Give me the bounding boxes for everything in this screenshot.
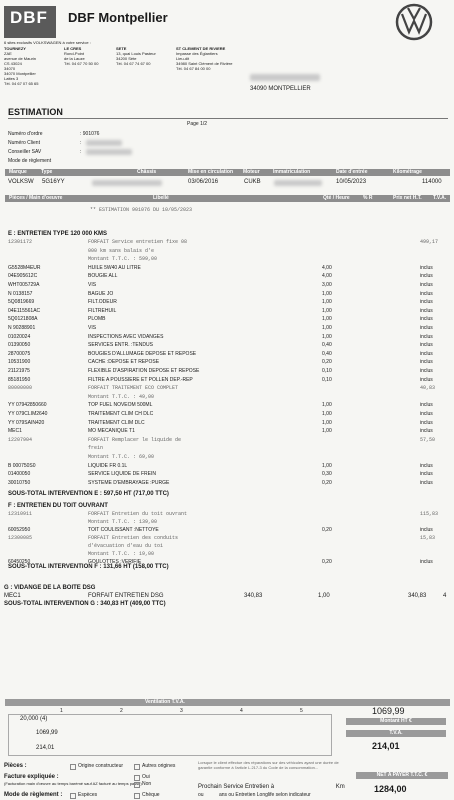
line-ref: 10531900	[8, 359, 31, 366]
origine-constructeur-label: Origine constructeur	[78, 763, 124, 769]
section-g-subtotal: SOUS-TOTAL INTERVENTION G : 340,83 HT (409,00 TTC)	[4, 601, 166, 607]
non-label: Non	[142, 781, 152, 787]
line-amount: 57,50	[420, 436, 436, 443]
line-ref: 30010750	[8, 479, 31, 486]
line-ref: B 000750S0	[8, 462, 36, 469]
line-label: PLOMB	[88, 316, 106, 323]
net-payer-value: 1284,00	[374, 784, 407, 794]
advisor-value: :	[80, 149, 82, 155]
non-checkbox[interactable]	[134, 782, 140, 788]
especes-checkbox[interactable]	[70, 793, 76, 799]
client-number-redacted	[86, 140, 122, 146]
line-amount: inclus	[420, 428, 433, 435]
line-amount: inclus	[420, 350, 433, 357]
line-label: VIS	[88, 325, 97, 331]
line-amount: inclus	[420, 307, 433, 314]
line-label: FILTRE A POUSSIERE ET POLLEN DEP.-REP	[88, 376, 193, 383]
line-label: FORFAIT TRAITEMENT ECO COMPLET	[88, 385, 179, 392]
line-ref: 5Q0819669	[8, 299, 35, 306]
line-label: VIS	[88, 282, 97, 288]
section-e-subtotal: SOUS-TOTAL INTERVENTION E : 597,50 HT (717,00 TTC)	[8, 491, 169, 497]
line-amount: inclus	[420, 376, 433, 383]
prochain-ou: ou ans ou Entretien Longlife selon indicateur	[198, 792, 311, 798]
tva-amount: 214,01	[36, 745, 55, 751]
line-label: BOUGIE ALL	[88, 273, 118, 280]
line-amount: inclus	[420, 471, 433, 478]
tva-total: 214,01	[372, 741, 400, 751]
line-qty: 1,00	[322, 316, 332, 323]
pieces-label: Pièces :	[4, 763, 27, 769]
line-amount: inclus	[420, 333, 433, 340]
line-ref: N 0138157	[8, 290, 33, 297]
line-qty: 1,00	[322, 325, 332, 331]
line-label: TRAITEMENT CLIM CH DLC	[88, 411, 154, 417]
line-label: GOULOTTES :VERIFIE	[88, 559, 142, 565]
site-st-clement: ST CLEMENT DE RIVIERE Impasse des Églantiers Lieu-dit 34980 Saint Clément de Rivière Tél. 04 67 84 00 00	[176, 46, 233, 71]
line-ref: 12300085	[8, 535, 33, 541]
line-qty: 0,40	[322, 342, 332, 349]
line-qty: 0,10	[322, 368, 332, 374]
line-label: SERVICE LIQUIDE DE FREIN	[88, 471, 156, 478]
line-qty: 0,20	[322, 359, 332, 366]
line-amount: inclus	[420, 411, 433, 417]
tagline: 6 sites exclusifs VOLKSWAGEN à votre service :	[4, 40, 91, 45]
line-label: Montant T.T.C. : 49,00	[88, 393, 155, 400]
doc-title: ESTIMATION	[8, 107, 63, 117]
line-qty: 1,00	[322, 411, 332, 417]
volkswagen-logo-icon	[394, 2, 434, 42]
tva-rate: 20,000 (4)	[20, 716, 48, 722]
section-f-title: F : ENTRETIEN DU TOIT OUVRANT	[8, 503, 108, 509]
line-label: Montant T.T.C. : 19,00	[88, 551, 155, 557]
line-amount: inclus	[420, 479, 433, 486]
line-label: HUILE 5W40 AU LITRE	[88, 264, 141, 271]
facture-sub: (Facturation main d'œuvre au temps barèmé sauf AZ facturé au temps passé)	[4, 781, 142, 786]
line-qty: 1,00	[322, 419, 332, 426]
line-label: BAGUE JO	[88, 290, 114, 297]
line-amount: inclus	[420, 419, 433, 426]
line-amount: 15,83	[420, 535, 436, 541]
section-g-title: G : VIDANGE DE LA BOITE DSG	[4, 585, 96, 591]
line-ref: 04E905612C	[8, 273, 38, 280]
client-number-label: Numéro Client	[8, 140, 40, 146]
line-qty: 4,00	[322, 273, 332, 280]
total-ht-label: Montant HT €	[346, 718, 446, 725]
line-qty: 0,20	[322, 559, 332, 565]
line-amount: inclus	[420, 359, 433, 366]
cheque-checkbox[interactable]	[134, 793, 140, 799]
line-qty: 0,20	[322, 479, 332, 486]
origine-constructeur-checkbox[interactable]	[70, 764, 76, 770]
advisor-redacted	[86, 149, 132, 155]
line-amount: 115,83	[420, 511, 439, 517]
cheque-label: Chèque	[142, 792, 160, 798]
line-amount: 40,83	[420, 385, 436, 392]
line-ref: 01400050	[8, 471, 31, 478]
tva-grid	[8, 714, 332, 756]
line-label: 000 km sans balais d'e	[88, 247, 155, 254]
estimate-line: ** ESTIMATION 901076 DU 10/05/2023	[90, 207, 193, 213]
line-label: SERVICES ENTR. :TENDUS	[88, 342, 153, 349]
line-amount: inclus	[420, 462, 433, 469]
title-divider	[8, 118, 448, 119]
line-amount: inclus	[420, 402, 433, 409]
net-payer-label: NET A PAYER T.T.C. €	[356, 772, 448, 779]
estimate-document: DBF DBF Montpellier 6 sites exclusifs VOLKSWAGEN à votre service : TOURNEZY ZAE avenue de Maurin CS 43024 34070 34070 Montpellier Lattes 3 Tél. 04 67 07 65 65 LE CRES Rond-Point de la Lauze Tél. 04 67 70 50 00 SETE 13, quai Louis Pasteur 34200 Sète Tél. 04 67 74 67 00 ST CLEMENT DE RIVIERE Impasse des Églantiers Lieu-dit 34980 Saint Clément de Rivière Tél. 04 67 84 00 00 34090 MONTPELLIER ESTIMATION Page 1/2 Numéro d'ordre : 901076 Numéro Client : Conseiller SAV : Mode de règlement Marque Type Châssis Mise en circulation Moteur Immatriculation Date d'entrée Kilométrage VOLKSW 5G16YY 03/06/2016 CUKB 10/05/2023 114000 Pièces / Main d'oeuvre Libellé Qté / Heure % R Prix net H.T. T.V.A. ** ESTIMATION 901076 DU 10/05/2023 E : ENTRETIEN TYPE 120 000 KMS 12301172 FORFAIT Service entretien fixe 08 499,17 000 km sans balais d'e Montant T.T.C. : 599,00 G5528M4EUR HUILE 5W40 AU LITRE 4,00 inclus 04E905612C BOUGIE ALL 4,00 inclus WHT005729A VIS 3,00 inclus N 0138157 BAGUE JO 1,00 inclus 5Q0819669 FILT.ODEUR 1,00 inclus 04E115561AC FILTREHUIL 1,00 inclus 5Q0121808A PLOMB 1,00 inclus N 90288901 VIS 1,00 inclus 01020024 INSPECTIONS AVEC VIDANGES 1,00 inclus 01390050 SERVICES ENTR. :TENDUS 0,40 inclus 28700075 BOUGIES D'ALLUMAGE DEPOSE ET REPOSE 0,40 inclus 10531900 CACHE :DEPOSE ET REPOSE 0,20 inclus 21121975 FLEXIBLE D'ASPIRATION DEPOSE ET REPOSE 0,10 inclus 85181950 FILTRE A POUSSIERE ET POLLEN DEP.-REP 0,10 inclus 80000000 FORFAIT TRAITEMENT ECO COMPLET 40,83 Montant T.T.C. : 49,00 YY 07942850660 TOP FUEL NOVEOM 500ML 1,00 inclus YY 079CLIM2640 TRAITEMENT CLIM CH DLC 1,00 inclus YY 079SAIN420 TRAITEMENT CLIM DLC 1,00 inclus MEC1 MO MECANIQUE T1 1,00 inclus 12207904 FORFAIT Remplacer le liquide de 57,50 frein Montant T.T.C. : 69,00 B 000750S0 LIQUIDE FR 0.1L 1,00 inclus 01400050 SERVICE LIQUIDE DE FREIN 0,30 inclus 30010750 SYSTEME D'EMBRAYAGE :PURGE 0,20 inclus SOUS-TOTAL INTERVENTION E : 597,50 HT (717,00 TTC) F : ENTRETIEN DU TOIT OUVRANT 12310911 FORFAIT Entretien du toit ouvrant 115,83 Montant T.T.C. : 139,00 60052950 TOIT COULISSANT :NETTOYE 0,20 inclus 12300085 FORFAIT Entretien des conduits 15,83 d'évacuation d'eau du toi Montant T.T.C. : 19,00 60450250 GOULOTTES :VERIFIE 0,20 inclus SOUS-TOTAL INTERVENTION F : 131,66 HT (158,00 TTC) G : VIDANGE DE LA BOITE DSG MEC1 FORFAIT ENTRETIEN DSG 340,83 1,00 340,83 4 SOUS-TOTAL INTERVENTION G : 340,83 HT (409,00 TTC) Ventilation T.V.A. 1 2 3 4 5 20,000 (4) 1069,99 214,01 1069,99 Montant HT € T.V.A. 214,01 Pièces : Origine constructeur Autres origines Facture expliquée : (Facturation main d'œuvre au temps barèmé sauf AZ facturé au temps passé) Oui Non Mode de règlement : Espèces Chèque Lorsque le client effectue des réparations sur des véhicules ayant une durée de garantie conforme à l'article L.217-3 du Code de la consommation... Prochain Service Entretien à Km ou ans ou Entretien Longlife selon indicateur NET A PAYER T.T.C. € 1284,00	[0, 0, 454, 800]
line-ref: 21121975	[8, 368, 30, 374]
line-qty: 1,00	[322, 402, 332, 409]
section-f-subtotal: SOUS-TOTAL INTERVENTION F : 131,66 HT (158,00 TTC)	[8, 564, 169, 570]
line-qty: 0,10	[322, 376, 332, 383]
line-label: INSPECTIONS AVEC VIDANGES	[88, 333, 164, 340]
line-label: MO MECANIQUE T1	[88, 428, 135, 435]
line-label: FILT.ODEUR	[88, 299, 117, 306]
line-label: SYSTEME D'EMBRAYAGE :PURGE	[88, 479, 170, 486]
line-ref: 01020024	[8, 333, 31, 340]
line-qty: 4,00	[322, 264, 332, 271]
especes-label: Espèces	[78, 792, 98, 798]
line-label: LIQUIDE FR 0.1L	[88, 462, 128, 469]
line-label: d'évacuation d'eau du toi	[88, 543, 164, 549]
tva-header-bar: Ventilation T.V.A.	[5, 699, 450, 706]
line-qty: 1,00	[322, 428, 332, 435]
client-number-value: :	[80, 140, 82, 146]
line-amount: inclus	[420, 273, 433, 280]
line-qty: 0,20	[322, 527, 332, 533]
client-city: 34090 MONTPELLIER	[250, 86, 311, 92]
line-qty: 0,30	[322, 471, 332, 478]
logo-text: DBF	[10, 8, 48, 27]
autres-origines-label: Autres origines	[142, 763, 176, 769]
line-label: BOUGIES D'ALLUMAGE DEPOSE ET REPOSE	[88, 350, 197, 357]
line-ref: 85181950	[8, 376, 31, 383]
line-qty: 0,40	[322, 350, 332, 357]
site-tournezy: TOURNEZY ZAE avenue de Maurin CS 43024 34070 34070 Montpellier Lattes 3 Tél. 04 67 07 65 65	[4, 46, 39, 86]
line-label: FILTREHUIL	[88, 307, 117, 314]
line-amount: inclus	[420, 316, 433, 323]
line-qty: 1,00	[322, 333, 332, 340]
line-amount: inclus	[420, 342, 433, 349]
tva-base: 1069,99	[36, 730, 58, 736]
line-amount: inclus	[420, 282, 433, 288]
line-qty: 1,00	[322, 299, 332, 306]
site-sete: SETE 13, quai Louis Pasteur 34200 Sète Tél. 04 67 74 67 00	[116, 46, 156, 66]
order-number-label: Numéro d'ordre	[8, 131, 43, 137]
page-number: Page 1/2	[187, 121, 208, 127]
facture-label: Facture expliquée :	[4, 774, 59, 780]
line-ref: YY 079SAIN420	[8, 419, 45, 426]
line-ref: 60052950	[8, 527, 31, 533]
client-address-redacted	[250, 74, 320, 81]
line-amount: inclus	[420, 527, 433, 533]
line-qty: 1,00	[322, 290, 332, 297]
line-ref: WHT005729A	[8, 282, 40, 288]
line-label: CACHE :DEPOSE ET REPOSE	[88, 359, 160, 366]
line-label: FLEXIBLE D'ASPIRATION DEPOSE ET REPOSE	[88, 368, 200, 374]
total-ht-value: 1069,99	[372, 706, 405, 716]
oui-label: Oui	[142, 774, 150, 780]
line-amount: inclus	[420, 559, 433, 565]
line-qty: 3,00	[322, 282, 332, 288]
line-ref: YY 07942850660	[8, 402, 47, 409]
line-label: frein	[88, 445, 104, 452]
oui-checkbox[interactable]	[134, 775, 140, 781]
line-label: FORFAIT Service entretien fixe 08	[88, 239, 188, 245]
advisor-label: Conseiller SAV	[8, 149, 42, 155]
line-ref: 5Q0121808A	[8, 316, 38, 323]
line-label: TOIT COULISSANT :NETTOYE	[88, 527, 159, 533]
legal-text: Lorsque le client effectue des réparations sur des véhicules ayant une durée de garantie conforme à l'article L.217-3 du Code de la consommation...	[198, 760, 339, 770]
line-ref: 01390050	[8, 342, 31, 349]
line-label: TOP FUEL NOVEOM 500ML	[88, 402, 153, 409]
site-le-cres: LE CRES Rond-Point de la Lauze Tél. 04 67 70 50 00	[64, 46, 99, 66]
line-ref: 28700075	[8, 350, 31, 357]
line-label: Montant T.T.C. : 139,00	[88, 519, 158, 525]
line-ref: 04E115561AC	[8, 307, 41, 314]
order-number-value: : 901076	[80, 131, 100, 137]
line-ref: 60450250	[8, 559, 31, 565]
line-ref: G5528M4EUR	[8, 264, 41, 271]
company-name: DBF Montpellier	[68, 10, 168, 25]
line-label: FORFAIT Entretien du toit ouvrant	[88, 511, 188, 517]
line-ref: MEC1	[8, 428, 22, 435]
line-label: Montant T.T.C. : 69,00	[88, 454, 155, 460]
line-label: FORFAIT Remplacer le liquide de	[88, 436, 182, 443]
line-qty: 1,00	[322, 462, 332, 469]
vehicle-header-bar: Marque Type Châssis Mise en circulation Moteur Immatriculation Date d'entrée Kilométrage	[5, 169, 450, 176]
line-ref: 12207904	[8, 436, 33, 443]
line-ref: YY 079CLIM2640	[8, 411, 48, 417]
line-label: TRAITEMENT CLIM DLC	[88, 419, 145, 426]
prochain-service: Prochain Service Entretien à Km	[198, 784, 345, 790]
tva-label: T.V.A.	[346, 730, 446, 737]
line-amount: inclus	[420, 325, 433, 331]
line-label: FORFAIT Entretien des conduits	[88, 535, 179, 541]
line-qty: 1,00	[322, 307, 332, 314]
autres-origines-checkbox[interactable]	[134, 764, 140, 770]
line-ref: 12301172	[8, 239, 33, 245]
mode-label: Mode de règlement :	[4, 792, 63, 798]
line-amount: inclus	[420, 299, 433, 306]
line-ref: 80000000	[8, 385, 33, 392]
line-ref: 12310911	[8, 511, 33, 517]
dbf-logo	[4, 6, 56, 38]
line-label: Montant T.T.C. : 599,00	[88, 256, 158, 263]
section-e-title: E : ENTRETIEN TYPE 120 000 KMS	[8, 231, 108, 237]
line-amount: inclus	[420, 368, 433, 374]
items-header-bar: Pièces / Main d'oeuvre Libellé Qté / Heure % R Prix net H.T. T.V.A.	[5, 195, 450, 202]
line-amount: inclus	[420, 264, 433, 271]
line-amount: inclus	[420, 290, 433, 297]
payment-mode-label: Mode de règlement	[8, 158, 52, 164]
line-amount: 499,17	[420, 239, 439, 245]
line-ref: N 90288901	[8, 325, 36, 331]
